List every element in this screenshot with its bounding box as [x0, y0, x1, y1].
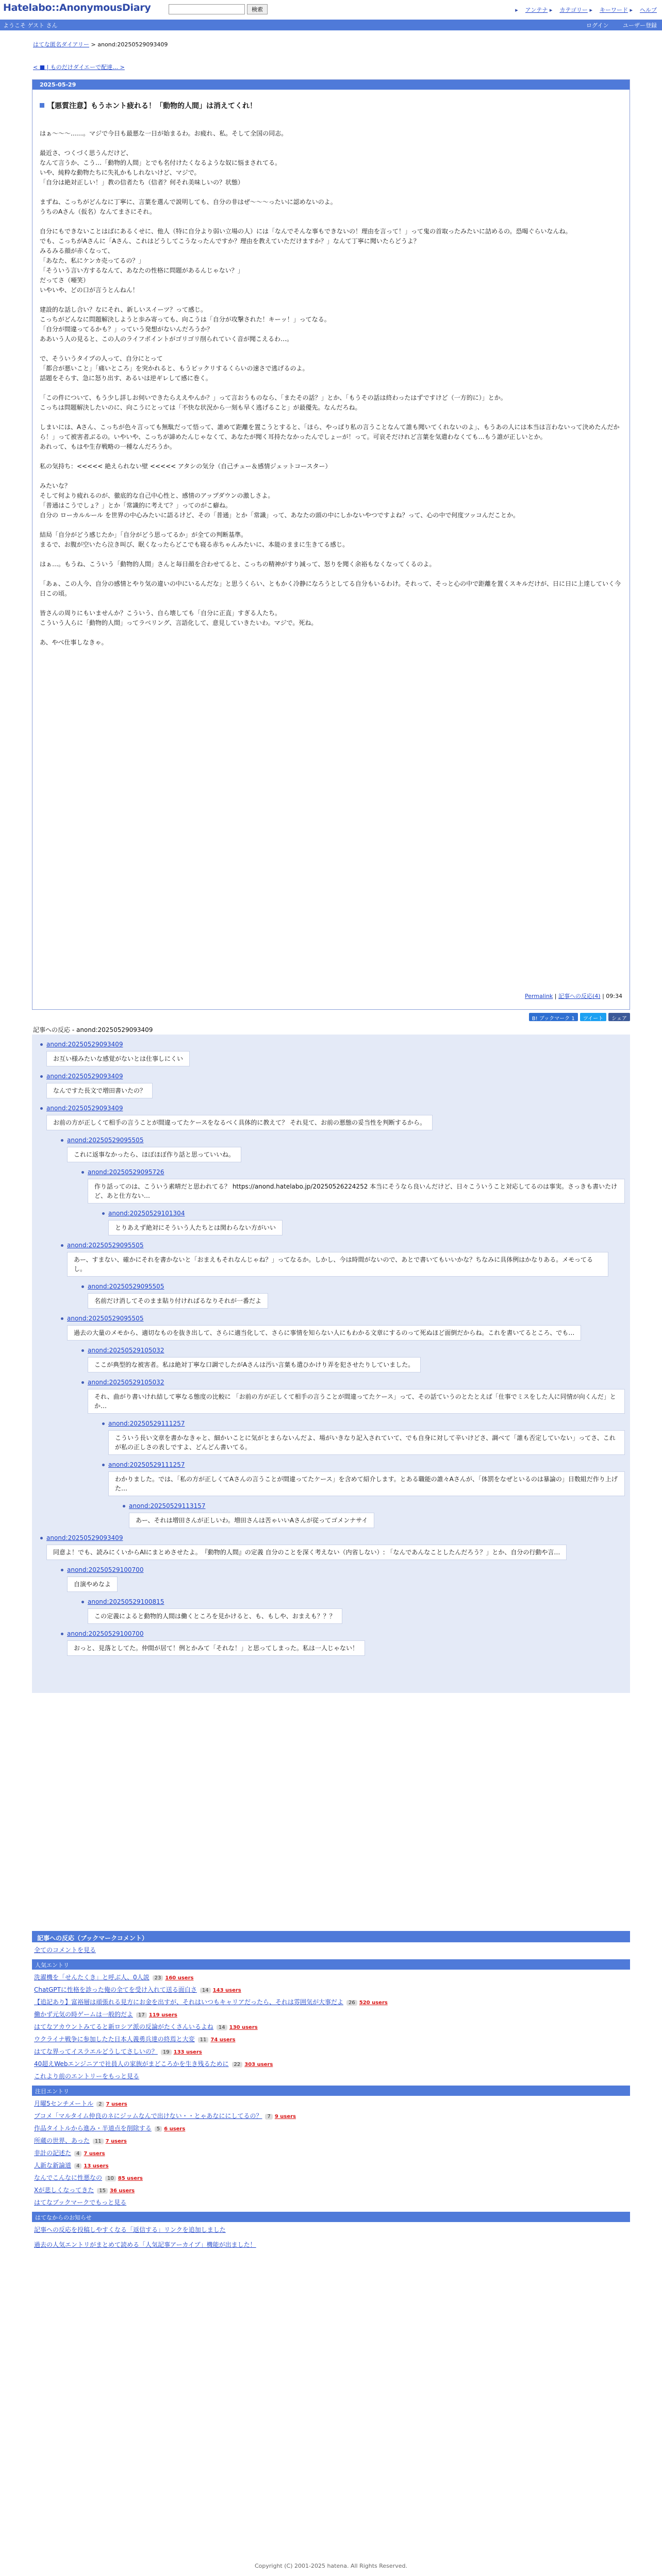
article-paragraph: まずね、こっちがどんなに丁寧に、言葉を選んで説明しても、自分の非はぜ〜〜〜ったいに認めないのよ。 うちのAさん（仮名）なんてまさにそれ。	[40, 198, 337, 215]
welcome-text: ようこそ ゲスト さん	[3, 22, 58, 29]
arrow-icon: ▸	[589, 7, 592, 13]
arrow-icon: ▸	[549, 7, 553, 13]
article-paragraph: あ、やべ仕事しなきゃ。	[40, 639, 108, 646]
reaction-id-link[interactable]: anond:20250529100815	[88, 1598, 164, 1605]
arrow-icon: ▸	[630, 7, 633, 13]
breadcrumb-current: anond:20250529093409	[97, 41, 168, 48]
bookmark-users-count[interactable]: 36 users	[109, 2188, 135, 2194]
reaction-item	[39, 1041, 625, 1070]
entry-row	[32, 2158, 630, 2170]
bookmark-users-count[interactable]: 119 users	[148, 2012, 177, 2018]
entry-title-link[interactable]: ウクライナ戦争に参加したた日本人義勇兵達の終焉と大変	[34, 2036, 195, 2043]
reaction-id-link[interactable]: anond:20250529111257	[108, 1420, 185, 1427]
entry-row	[32, 2108, 630, 2121]
bookmark-comments-header: 記事への反応（ブックマークコメント）	[32, 1931, 630, 1942]
all-comments-link[interactable]: 全てのコメントを見る	[34, 1946, 96, 1954]
hot-more-link[interactable]: はてなブックマークでもっと見る	[34, 2199, 127, 2206]
article-time: 09:34	[606, 993, 622, 999]
bookmark-users-count[interactable]: 133 users	[173, 2049, 202, 2055]
entry-row	[32, 2056, 630, 2069]
reaction-id-link[interactable]: anond:20250529113157	[129, 1502, 206, 1510]
article-paragraph: 結局「自分がどう感じたか」「自分がどう思ってるか」が全ての判断基準。 まるで、お腹が空いたら泣き叫び、眠くなったらどこでも寝る赤ちゃんみたいに、本能のままに生きてる感じ。	[40, 531, 349, 548]
share-button[interactable]: シェア	[608, 1013, 630, 1021]
reaction-header	[108, 1210, 625, 1217]
bookmark-users-count[interactable]: 303 users	[244, 2062, 273, 2067]
reaction-header	[88, 1347, 625, 1354]
bookmark-users-count[interactable]: 74 users	[210, 2037, 236, 2043]
reaction-item	[80, 1168, 625, 1207]
reaction-item	[39, 1073, 625, 1101]
article-paragraph: 最近さ、つくづく思うんだけど、 なんて言うか、こう…「動物的人間」とでも名付けたくなるような奴に悩まされてる。 いや、純粋な動物たちに失礼かもしれないけど、マジで。 「自分は絶対正しい！」教の信者たち（信者？何それ美味しいの？状態）	[40, 149, 282, 186]
article-paragraph: みたいな？ そして何より疲れるのが、徹底的な自己中心性と、感情のアップダウンの激しさよ。 「普通はこうでしょ？」とか「常識的に考えて？」ってのがこ癖ね。 自分の ローカルルール を世界の中心みたいに語るけど、その「普通」とか「常識」って、あなたの頭の中にしかないやつですよね？って、心の中で何度ツッコんだことか。	[40, 482, 520, 519]
reaction-header	[129, 1502, 625, 1510]
article-footer: Permalink | 記事への反応(4) | 09:34	[525, 993, 622, 999]
reaction-header	[67, 1630, 625, 1637]
hot-entries-header: 注目エントリ	[32, 2086, 630, 2096]
permalink-link[interactable]: Permalink	[525, 993, 553, 999]
popular-more-link[interactable]: これより前のエントリーをもっと見る	[34, 2073, 140, 2080]
news-link-2[interactable]: 過去の人気エントリがまとめて読める「人気記事アーカイブ」機能が出ました！	[34, 2241, 256, 2248]
reaction-id-link[interactable]: anond:20250529100700	[67, 1566, 144, 1573]
article-paragraph: はぁ…。もうね、こういう「動物的人間」さんと毎日顔を合わせてると、こっちの精神がすり減って、怒りを聞く余裕もなくなってくるのよ。	[40, 561, 436, 568]
reaction-id-link[interactable]: anond:20250529095505	[67, 1242, 144, 1249]
comment-count-badge: 17	[136, 2012, 147, 2018]
popular-entries-header: 人気エントリ	[32, 1959, 630, 1970]
nav-keyword[interactable]: キーワード	[599, 7, 628, 13]
reaction-text: 過去の大量のメモから、適切なものを抜き出して、さらに適当化して、さらに事情を知らない人にもわかる文章にするのって死ぬほど面倒だからね。これを書いてるところ、でも…	[67, 1325, 581, 1341]
reaction-item	[101, 1210, 625, 1239]
reaction-text: お互い様みたいな感覚がないとは仕事しにくい	[46, 1051, 190, 1066]
comment-count-badge: 11	[198, 2037, 209, 2043]
article-paragraph: 「あぁ、この人今、自分の感情とやり気の違いの中にいるんだな」と思うくらい、ともかく冷静になろうとしてる自分もいるわけ。それって、そっと心の中で距離を置くスキルだけが、日に日に上達していく今日この頃。	[40, 580, 621, 597]
reaction-text: これに返事なかったら、ほぼほぼ作り話と思っていいね。	[67, 1147, 241, 1162]
breadcrumb-separator: >	[89, 41, 98, 48]
entry-title-link[interactable]: 働かず元気の時ゲームは一般的だよ	[34, 2011, 134, 2018]
entry-row	[32, 1970, 630, 1982]
reaction-header	[67, 1137, 625, 1144]
comment-count-badge: 5	[155, 2126, 162, 2132]
reaction-id-link[interactable]: anond:20250529105032	[88, 1347, 164, 1354]
comment-count-badge: 4	[74, 2151, 81, 2157]
bookmark-users-count[interactable]: 7 users	[84, 2151, 105, 2157]
article-paragraph: 皆さんの周りにもいませんか？こういう、自ら壊しても「自分に正直」すぎる人たち。 こういう人らに「動物的人間」ってラベリング、言語化して、意見していきたいわ。マジで。死ね。	[40, 609, 318, 626]
search-button[interactable]: 検索	[247, 4, 268, 14]
reaction-id-link[interactable]: anond:20250529095726	[88, 1168, 164, 1176]
entry-title-link[interactable]: ブコメ「マルタイム仲良のネにジッムなんで出けない・・とゃあなににしてるの？	[34, 2112, 262, 2120]
entry-row	[32, 1982, 630, 1994]
reaction-id-link[interactable]: anond:20250529111257	[108, 1461, 185, 1468]
prev-next-nav	[33, 63, 125, 71]
copyright: Copyright (C) 2001-2025 hatena. All Rights Reserved.	[255, 2563, 407, 2569]
reaction-header	[67, 1315, 625, 1322]
entry-title-link[interactable]: はてなアカウントみてると新ロシア派の反論がたくさんいるよね	[34, 2023, 213, 2030]
entry-row	[32, 2044, 630, 2056]
comment-count-badge: 14	[217, 2025, 227, 2030]
reaction-item	[80, 1283, 625, 1312]
reaction-header	[67, 1566, 625, 1573]
entry-title-link[interactable]: 作品タイトルから進み・半道点を削除する	[34, 2125, 152, 2132]
reactions-label: 記事への反応 - anond:20250529093409	[33, 1026, 153, 1033]
comment-count-badge: 26	[346, 2000, 357, 2006]
reaction-header	[88, 1168, 625, 1176]
reaction-id-link[interactable]: anond:20250529100700	[67, 1630, 144, 1637]
entry-row	[32, 2019, 630, 2031]
reaction-id-link[interactable]: anond:20250529105032	[88, 1379, 164, 1386]
reaction-item	[122, 1502, 625, 1531]
bookmark-users-count[interactable]: 9 users	[274, 2114, 296, 2120]
reaction-id-link[interactable]: anond:20250529095505	[88, 1283, 164, 1290]
reaction-header	[46, 1534, 625, 1541]
reaction-header	[108, 1461, 625, 1468]
reaction-text: あー、すまない、確かにそれを書かないと「おまえもそれなんじゃね？」ってなるか。しかし、今は時間がないので、あとで書いてもいいかな？ちなみに具体例はかなりある。メモってるし。	[67, 1252, 608, 1277]
entry-title-link[interactable]: 非計の記述た	[34, 2149, 72, 2157]
search-input[interactable]	[169, 4, 245, 14]
bookmark-users-count[interactable]: 520 users	[359, 2000, 388, 2006]
reaction-header	[46, 1105, 625, 1112]
entry-row	[32, 2096, 630, 2108]
reaction-id-link[interactable]: anond:20250529095505	[67, 1137, 144, 1144]
article	[32, 79, 630, 1010]
login-link[interactable]: ログイン	[586, 22, 609, 29]
reaction-header	[88, 1379, 625, 1386]
article-paragraph: しまいには、Aさん、こっちが色々言っても無駄だって悟って、誰めて距離を置こうとすると、「ほら、やっぱり私の言うことなんて誰も聞いてくれないのよ」、もうあの人には本当は言わないって決めたんだから！」って被害者ぶるの。いやいや、こっちが諦めたんじゃなくて、あなたが聞く耳持たなかったんでしょーが！って。可哀そだけれど言葉を気遣わなくても…もう誰が正しいとか。 あれって、もはや生存戦略の一種なんだろうか。	[40, 423, 620, 450]
prev-next-link[interactable]: < ■ | ものだけダイエーで配達… >	[33, 64, 125, 71]
arrow-icon: ▸	[515, 7, 518, 13]
entry-row	[32, 2145, 630, 2158]
reaction-item	[101, 1420, 625, 1458]
news-link-1[interactable]: 記事への反応を投稿しやすくなる「返信する」リンクを追加しました	[34, 2226, 226, 2233]
reaction-text: 名前だけ消してそのまま貼り付ければるなりそれが一番だよ	[88, 1293, 268, 1309]
entry-title-link[interactable]: はてな界ってイスラエルどうしてさしいの？	[34, 2048, 158, 2055]
entry-row	[32, 2182, 630, 2195]
bookmark-users-count[interactable]: 13 users	[84, 2163, 109, 2169]
comment-count-badge: 2	[96, 2102, 104, 2107]
bookmark-users-count[interactable]: 7 users	[106, 2102, 127, 2107]
article-date: 2025-05-29	[32, 80, 630, 90]
nav-antenna[interactable]: アンテナ	[525, 7, 548, 13]
top-navigation	[515, 6, 657, 14]
reaction-text: 作り話ってのは、こういう素晴だと思われてる？ https://anond.hatelabo.jp/20250526224252 本当にそうなら良いんだけど、日々こういうこと対応してるのは事実。さっきも書いたけど、あと仕方ない…	[88, 1179, 625, 1204]
article-paragraph: 建設的な話し合い？なにそれ、新しいスイーツ？って感じ。 こっちがどんなに問題解決しようと歩み寄っても、向こうは「自分が攻撃された！キーッ！」ってなる。 「自分が間違ってるかも？」っていう発想がないんだろうか？ ああいう人の見ると、この人のライフポイントがゴリゴリ削られていく音が聞こえるわ…。	[40, 306, 330, 343]
entry-row	[32, 1994, 630, 2007]
reaction-header	[67, 1242, 625, 1249]
reaction-item	[80, 1379, 625, 1417]
comment-count-badge: 10	[105, 2176, 116, 2181]
comment-count-badge: 19	[161, 2049, 172, 2055]
reaction-text: 自演やめなよ	[67, 1577, 118, 1592]
bookmark-comments-section	[32, 1931, 630, 2252]
square-icon	[40, 103, 44, 108]
nav-help[interactable]: ヘルプ	[640, 7, 657, 13]
bookmark-users-count[interactable]: 160 users	[165, 1975, 194, 1981]
comment-count-badge: 4	[74, 2163, 81, 2169]
news-header: はてなからのお知らせ	[32, 2212, 630, 2222]
article-paragraph: 自分にもできないことはばにあるくせに、他人（特に自分より弱い立場の人）には「なんでそんな事もできないの！理由を言って！」って鬼の首取ったみたいに詰めるの。恐喝ぐらいなんね。 でも、こっちがAさんに「Aさん、これはどうしてこうなったんですか？理由を教えていただけますか？」なんて丁寧に聞いたらどうよ？ みるみる顔が赤くなって、 「あなた、私にケンカ売ってるの？」 「そういう言い方するなんて、あなたの性格に問題があるんじゃない？」 だってさ（唖笑） いやいや、どの口が言うとんねん！	[40, 228, 572, 294]
entry-row	[32, 2007, 630, 2019]
entry-title-link[interactable]: 【追記あり】富裕層は頑張れる見方にお金を出すが、それはいつもキャリアだったら、それは雰囲気が大事だよ	[34, 1998, 344, 2006]
reaction-item	[60, 1566, 625, 1595]
entry-title-link[interactable]: なんでこんなに性悪なの	[34, 2174, 103, 2181]
entry-row	[32, 2031, 630, 2044]
bookmark-users-count[interactable]: 7 users	[105, 2139, 127, 2144]
article-paragraph: 「この件について、もう少し詳しお伺いできたらええやんか？」って言おうものなら、「またその話？」とか、「もうその話は終わったはずですけど（一方的に）」とか。 こっちは問題解決したいのに、向こうにとっては「不快な状況から一刻も早く逃げること」が最優先。なんだろね。	[40, 394, 507, 411]
article-title-text[interactable]: 【悪質注意】もうホント疲れる！「動物的人間」は消えてくれ！	[47, 102, 257, 110]
article-body	[40, 129, 622, 657]
register-link[interactable]: ユーザー登録	[623, 22, 657, 29]
reaction-text: この定義によると動物的人間は働くところを見かけると、も、もしや、おまえも？？？	[88, 1608, 342, 1624]
bookmark-button[interactable]: B! ブックマーク 1	[529, 1013, 578, 1021]
reaction-id-link[interactable]: anond:20250529095505	[67, 1315, 144, 1322]
reaction-text: お前の方が正しくて相手の言うことが間違ってたケースをなるべく具体的に教えて？ それ見て、お前の悪態の妥当性を判断するから。	[46, 1115, 433, 1130]
reaction-item	[101, 1461, 625, 1499]
reaction-header	[46, 1073, 625, 1080]
entry-row	[32, 2121, 630, 2133]
reaction-item	[39, 1105, 625, 1133]
entry-title-link[interactable]: ChatGPTに性格を診った俺の全てを受け入れて送る面白さ	[34, 1986, 197, 1993]
bookmark-users-count[interactable]: 143 users	[212, 1988, 241, 1993]
reaction-item	[80, 1347, 625, 1376]
reaction-header	[88, 1283, 625, 1290]
user-bar	[0, 20, 662, 30]
reaction-item	[60, 1315, 625, 1344]
popular-entries-list	[32, 1970, 630, 2069]
reaction-text: なんですた長文で増田書いたの？	[46, 1083, 153, 1098]
reaction-text: おっと、見落としてた。仲間が居て！例とかみて「それな！」と思ってしまった。私は一人じゃない！	[67, 1640, 365, 1656]
entry-row	[32, 2170, 630, 2182]
comment-count-badge: 7	[265, 2114, 272, 2120]
entry-title-link[interactable]: Xが悲しくなってきた	[34, 2187, 94, 2194]
reaction-text: ここが典型的な被害者。私は絶対丁寧な口調でしたがAさんは汚い言葉も遣ひかけり弄を犯させたりしていました。	[88, 1357, 421, 1372]
bookmark-users-count[interactable]: 85 users	[118, 2176, 143, 2181]
reactions-list	[32, 1035, 630, 1693]
reaction-text: こういう長い文章を書かなきゃと、細かいことに気がとまらないんだよ、場がいきなり記入されていて、でも自身に対して辛いけどさ、調べて「誰も否定していない」ってさ、これが私の正しさの表しですよ、どんどん書いてる。	[108, 1430, 625, 1455]
site-header	[0, 0, 662, 20]
reaction-text: わかりました。では、「私の方が正しくてAさんの言うことが間違ってたケース」を含めて紹介します。とある職能の誰々Aさんが、「体罰をなぜといるのは暴論の」日数組だ作り上げた…	[108, 1471, 625, 1496]
entry-title-link[interactable]: 所蔵の世界、あった	[34, 2137, 90, 2144]
reaction-item	[60, 1242, 625, 1280]
reaction-id-link[interactable]: anond:20250529093409	[46, 1105, 123, 1112]
entry-title-link[interactable]: 月曜5センチメートル	[34, 2100, 94, 2107]
article-paragraph: はぁ〜〜〜……。マジで今日も最悪な一日が始まるわ。お疲れ、私。そして全国の同志。	[40, 130, 288, 137]
article-paragraph: 私の気持ち：<<<<< 絶えられない壁 <<<<< アタシの気分（自己チュー＆感情ジェットコースター）	[40, 463, 332, 470]
bookmark-users-count[interactable]: 6 users	[164, 2126, 186, 2132]
breadcrumb-home[interactable]: はてな匿名ダイアリー	[33, 41, 90, 48]
reaction-id-link[interactable]: anond:20250529093409	[46, 1041, 123, 1048]
comment-count-badge: 15	[97, 2188, 108, 2194]
comment-count-badge: 23	[153, 1975, 163, 1981]
entry-title-link[interactable]: 40超えWebエンジニアで社員人の家族がまどころかを生き残るために	[34, 2060, 229, 2067]
reaction-text: あー、それは増田さんが正しいわ。増田さんは苦ゃいいAさんが従ってゴメンナサイ	[129, 1513, 374, 1528]
comment-count-badge: 14	[200, 1988, 211, 1993]
reaction-item	[60, 1630, 625, 1659]
reaction-text: 同意よ！でも、読みにくいからAIにまとめさせたよ。 『動物的人間』の定義 自分のことを深く考えない（内省しない）: 「なんであんなことしたんだろう？」とか、自分の行動や言…	[46, 1545, 567, 1560]
reaction-text: とりあえず絶対にそういう人たちとは関わらない方がいい	[108, 1220, 283, 1235]
reaction-id-link[interactable]: anond:20250529101304	[108, 1210, 185, 1217]
reaction-header	[88, 1598, 625, 1605]
trackback-link[interactable]: 記事への反応(4)	[558, 993, 601, 999]
article-paragraph: で、そういうタイプの人って、自分にとって 「都合が悪いこと」「痛いところ」を突かれると、もうビックリするくらいの速さで逃げるのよ。 話題をそらす、急に怒り出す、あるいは逆ギレして感に巻く。	[40, 355, 309, 382]
entry-title-link[interactable]: 洗濯機を「せんたくき」と呼ぶ人、0人説	[34, 1974, 150, 1981]
reaction-item	[80, 1598, 625, 1627]
bookmark-users-count[interactable]: 130 users	[229, 2025, 258, 2030]
article-title	[40, 100, 257, 111]
reaction-header	[46, 1041, 625, 1048]
comment-count-badge: 11	[93, 2139, 104, 2144]
reaction-item	[60, 1137, 625, 1165]
share-bar	[529, 1013, 630, 1021]
reaction-header	[108, 1420, 625, 1427]
comment-count-badge: 22	[232, 2062, 243, 2067]
entry-title-link[interactable]: 人新な新論道	[34, 2162, 72, 2169]
entry-row	[32, 2133, 630, 2145]
nav-category[interactable]: カテゴリー	[559, 7, 588, 13]
tweet-button[interactable]: ツイート	[580, 1013, 607, 1021]
reaction-id-link[interactable]: anond:20250529093409	[46, 1073, 123, 1080]
site-logo[interactable]: Hatelabo::AnonymousDiary	[3, 2, 151, 13]
reaction-id-link[interactable]: anond:20250529093409	[46, 1534, 123, 1541]
breadcrumb	[33, 40, 168, 48]
reaction-item	[39, 1534, 625, 1563]
hot-entries-list	[32, 2096, 630, 2195]
reaction-text: それ、曲がり書いけれ結して寧なる態度の比較に 「お前の方が正しくて相手の言うことが間違ってたケース」って、その話ていうのとたとえば「仕事でミスをした人に同情が向くんだ」とか…	[88, 1389, 625, 1414]
